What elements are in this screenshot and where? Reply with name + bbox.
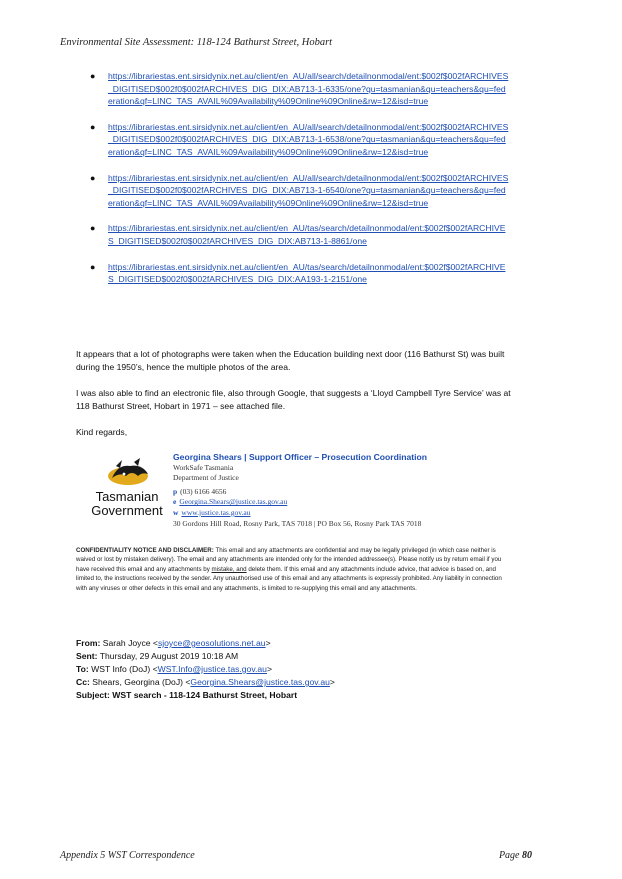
bullet-icon: ● [90,71,96,81]
list-item [90,222,510,247]
signature-web-row [173,508,427,519]
notice-heading: CONFIDENTIALITY NOTICE AND DISCLAIMER: [76,547,214,554]
cc-row [76,676,335,689]
to-row [76,663,335,676]
signature-address: 30 Gordons Hill Road, Rosny Park, TAS 7018 | PO Box 56, Rosny Park TAS 7018 [173,518,422,528]
email-header [76,637,335,702]
from-row [76,637,335,650]
email-signature [82,452,512,532]
signature-email-link[interactable]: Georgina.Shears@justice.tas.gov.au [179,497,288,507]
to-close: > [266,664,272,674]
logo-line-2: Government [91,503,163,518]
sent-label: Sent: [76,651,98,661]
archive-link[interactable]: https://librariestas.ent.sirsidynix.net.au/client/en_AU/all/search/detailnonmodal/ent:$002f$002fARCHIVES_DIGITISED$002f0$002fARCHIVES_DIG_DIX:AB713-1-6540/one?qu=tasmanian&qu=teachers&qu=federation&qf=LINC_TAS_AVAIL%09Availability%09Online%09Online&rw=12&isd=true [108,172,509,208]
body-paragraph: It appears that a lot of photographs were taken when the Education building next door (116 Bathurst St) was built during the 1950’s, hence the multiple photos of the area. [76,349,505,372]
email-prefix: e [173,497,177,507]
archive-link[interactable]: https://librariestas.ent.sirsidynix.net.au/client/en_AU/tas/search/detailnonmodal/ent:$002f$002fARCHIVES_DIGITISED$002f0$002fARCHIVES_DIG_DIX:AB713-1-8861/one [108,223,506,246]
page-header: Environmental Site Assessment: 118-124 Bathurst Street, Hobart [60,37,333,48]
archive-link[interactable]: https://librariestas.ent.sirsidynix.net.au/client/en_AU/tas/search/detailnonmodal/ent:$002f$002fARCHIVES_DIGITISED$002f0$002fARCHIVES_DIG_DIX:AA193-1-2151/one [108,261,506,285]
closing-text: Kind regards, [76,427,128,437]
archive-link[interactable]: https://librariestas.ent.sirsidynix.net.au/client/en_AU/all/search/detailnonmodal/ent:$002f$002fARCHIVES_DIGITISED$002f0$002fARCHIVES_DIG_DIX:AB713-1-6335/one?qu=tasmanian&qu=teachers&qu=federation&qf=LINC_TAS_AVAIL%09Availability%09Online%09Online&rw=12&isd=true [108,71,509,107]
from-label: From: [76,638,101,648]
tasmanian-devil-icon [82,456,172,492]
notice-link[interactable]: mistake, and [211,565,247,573]
web-prefix: w [173,507,179,517]
subject-value: WST search - 118-124 Bathurst Street, Hobart [112,690,298,700]
subject-row [76,689,335,702]
signature-details [173,452,427,529]
footer-page [499,850,532,861]
notice-text-b: delete them. If this email and any attachments include advice, that advice is based on, and limited to, the instructions received by the sender. Any unauthorised use of this email and any attachments is expressly prohibited. Any liability in connection with any viruses or other defects in this email and any attachments, is limited to re-supplying this email and any attachments. [76,565,502,592]
list-item [90,121,510,159]
to-email-link[interactable]: WST.Info@justice.tas.gov.au [157,664,267,674]
phone-prefix: p [173,486,178,496]
notice-text-a: This email and any attachments are confidential and may be legally privileged (in which case neither is waived or lost by mistaken delivery). The email and any attachments are intended only for the intended addressee(s). Please notify us by return email if you have received this email and any attachments by [76,547,502,573]
sent-row [76,650,335,663]
link-list [90,70,510,299]
list-item [90,172,510,210]
bullet-icon: ● [90,261,96,272]
from-email-link[interactable]: sjoyce@geosolutions.net.au [157,638,266,648]
body-paragraph: I was also able to find an electronic file, also through Google, that suggests a ‘Lloyd Campbell Tyre Service’ was at 118 Bathurst Street, Hobart in 1971 – see attached file. [76,388,511,411]
bullet-icon: ● [90,121,96,132]
signature-email-row [173,497,427,508]
from-close: > [265,638,271,648]
sent-value: Thursday, 29 August 2019 10:18 AM [99,651,239,661]
from-name: Sarah Joyce < [102,638,158,648]
subject-label: Subject: [76,690,110,700]
bullet-icon: ● [90,223,96,234]
logo-line-1: Tasmanian [95,489,159,504]
tasmanian-government-logo [82,456,172,531]
signature-phone: (03) 6166 4656 [180,486,227,496]
page-label: Page [498,850,520,861]
page-number: 80 [522,850,532,861]
signature-org: WorkSafe Tasmania [173,462,234,472]
list-item [90,261,510,286]
cc-close: > [329,677,335,687]
list-item [90,70,510,108]
bullet-icon: ● [90,172,96,183]
signature-phone-row [173,487,427,498]
archive-link[interactable]: https://librariestas.ent.sirsidynix.net.au/client/en_AU/all/search/detailnonmodal/ent:$002f$002fARCHIVES_DIGITISED$002f0$002fARCHIVES_DIG_DIX:AB713-1-6538/one?qu=tasmanian&qu=teachers&qu=federation&qf=LINC_TAS_AVAIL%09Availability%09Online%09Online&rw=12&isd=true [108,121,509,157]
cc-label: Cc: [76,677,90,687]
footer-appendix: Appendix 5 WST Correspondence [60,850,195,861]
to-name: WST Info (DoJ) < [91,664,158,674]
signature-name: Georgina Shears | Support Officer – Prosecution Coordination [173,452,428,462]
to-label: To: [76,664,89,674]
cc-name: Shears, Georgina (DoJ) < [92,677,191,687]
signature-dept: Department of Justice [173,473,239,483]
confidentiality-notice [76,546,506,593]
cc-email-link[interactable]: Georgina.Shears@justice.tas.gov.au [190,677,330,687]
signature-web-link[interactable]: www.justice.tas.gov.au [181,507,251,517]
